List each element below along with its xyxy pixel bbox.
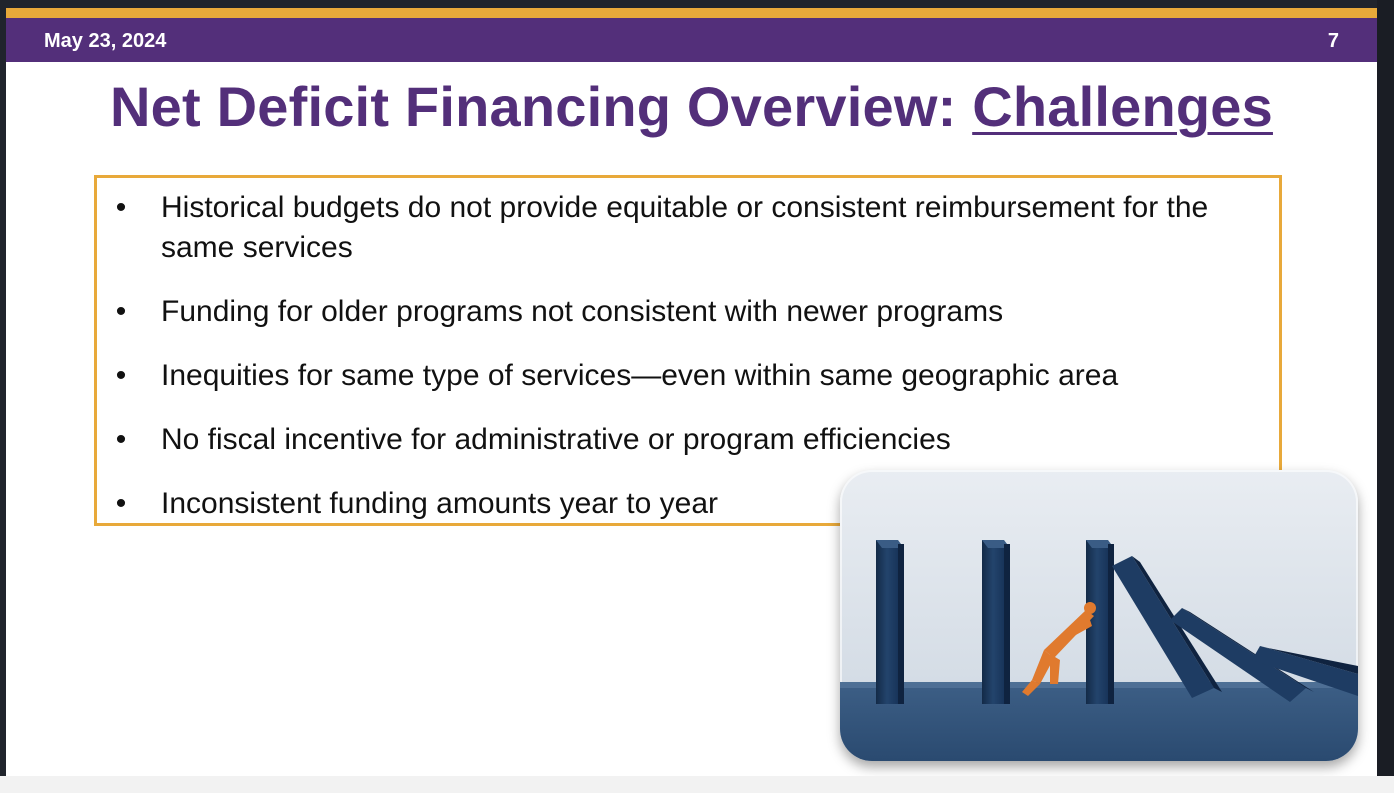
dominoes-icon xyxy=(840,470,1358,761)
domino-2 xyxy=(982,540,1010,704)
header-accent-bar xyxy=(6,8,1377,18)
viewer-edge xyxy=(1377,0,1394,793)
bullet-dot: • xyxy=(115,295,127,328)
slide-page-number: 7 xyxy=(1327,30,1339,52)
slide-title-emphasis: Challenges xyxy=(972,75,1273,138)
bullet-dot: • xyxy=(115,423,127,456)
bullet-text: Inconsistent funding amounts year to year xyxy=(161,487,718,520)
bullet-item xyxy=(97,420,1279,460)
header-bar xyxy=(6,18,1377,62)
slide-date: May 23, 2024 xyxy=(44,30,167,52)
falling-dominoes-illustration xyxy=(840,470,1358,761)
person-pushing-icon xyxy=(1022,602,1096,696)
slide xyxy=(6,8,1377,776)
bullet-text: Funding for older programs not consistent with newer programs xyxy=(161,295,1004,328)
bullet-text: Inequities for same type of services—even within same geographic area xyxy=(161,359,1119,392)
bullet-dot: • xyxy=(115,487,127,520)
viewer-bottom-bar xyxy=(0,776,1394,793)
domino-1 xyxy=(876,540,904,704)
slide-title xyxy=(6,74,1377,139)
bullet-item xyxy=(97,188,1279,268)
bullet-dot: • xyxy=(115,359,127,392)
bullet-item xyxy=(97,292,1279,332)
bullet-item xyxy=(97,356,1279,396)
bullet-text: Historical budgets do not provide equitable or consistent reimbursement for the same services xyxy=(161,191,1209,264)
slide-title-prefix: Net Deficit Financing Overview: xyxy=(110,75,973,138)
bullet-dot: • xyxy=(115,191,127,224)
bullet-text: No fiscal incentive for administrative or program efficiencies xyxy=(161,423,951,456)
